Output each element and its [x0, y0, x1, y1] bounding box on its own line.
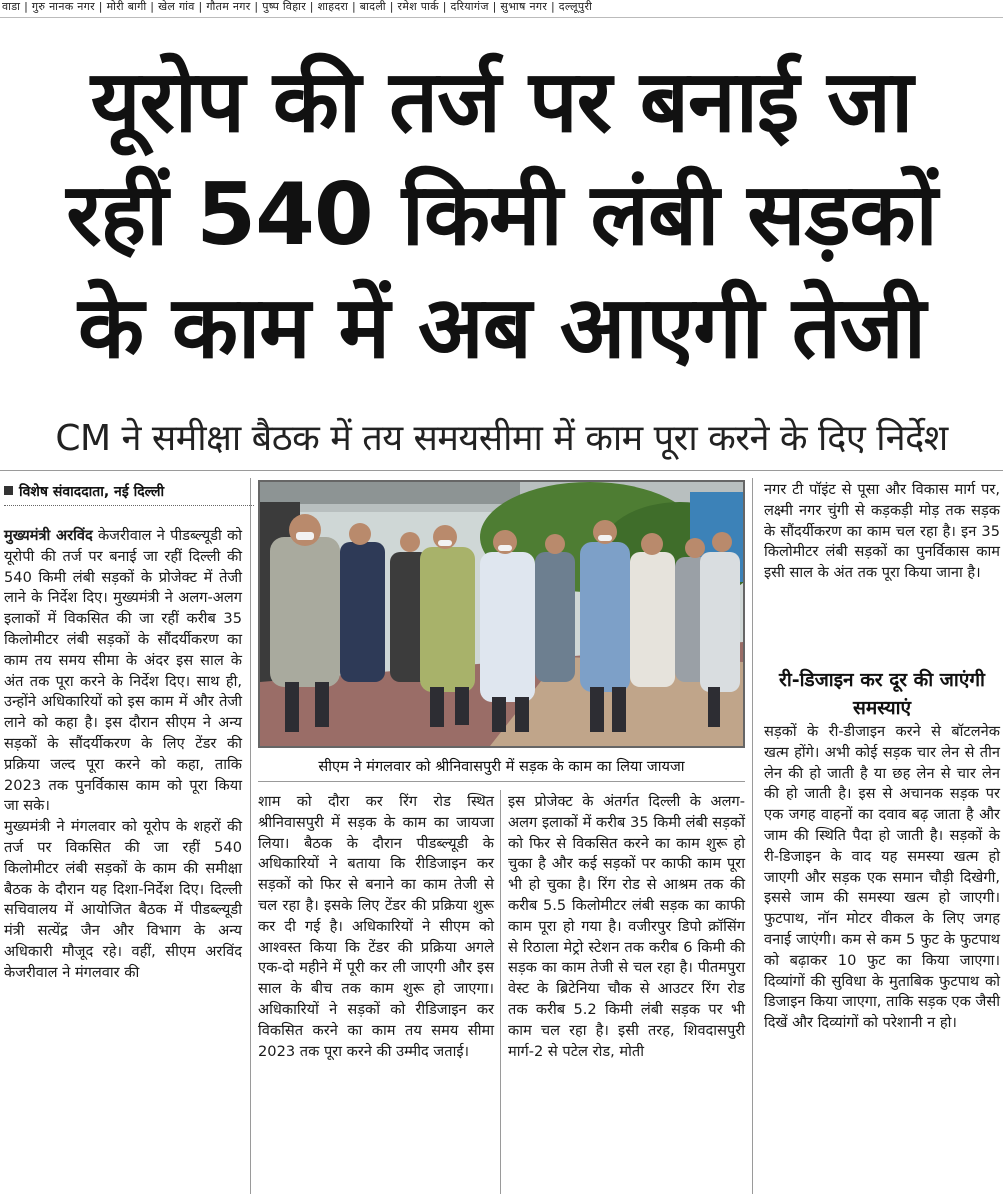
- article-column-4: [764, 480, 1000, 666]
- news-photo: [258, 480, 745, 748]
- column3-text: इस प्रोजेक्ट के अंतर्गत दिल्ली के अलग-अलग इलाकों में करीब 35 किमी लंबी सड़कों को फिर से विकसित करने का काम शुरू हो चुका है और कई सड़कों पर काफी काम पूरा भी हो चुका है। रिंग रोड से आश्रम तक की करीब 5.5 किलोमीटर लंबी सड़क का काफी काम पूरा हो गया है। वजीरपुर डिपो क्रॉसिंग से रिठाला मेट्रो स्टेशन तक करीब 6 किमी की सड़क का काम तेजी से चल रहा है। पीतमपुरा वेस्ट के ब्रिटेनिया चौक से आउटर रिंग रोड तक करीब 5.2 किमी लंबी सड़क पर भी काम चल रहा है। इसी तरह, शिवदासपुरी मार्ग-2 से पटेल रोड, मोती: [508, 793, 745, 1060]
- photo-illustration: [260, 482, 743, 746]
- bullet-square-icon: [4, 486, 13, 495]
- column2-text: शाम को दौरा कर रिंग रोड स्थित श्रीनिवासपुरी में सड़क के काम का जायजा लिया। बैठक के दौरान पीडब्ल्यूडी के अधिकारियों ने बताया कि रीडिजाइन कर सड़कों को फिर से बनाने का काम तेजी से चल रहा है। इसके लिए टेंडर की प्रक्रिया शुरू कर दी गई है। अधिकारियों ने सीएम को आश्वस्त किया कि टेंडर की प्रक्रिया अगले एक-दो महीने में पूरी कर ली जाएगी और इस साल के बीच तक काम शुरू हो जाएगा। अधिकारियों ने सड़कों को रीडिजाइन कर विकसित करने का काम तय समय सीमा 2023 तक पूरा करने की उम्मीद जताई।: [258, 793, 494, 1060]
- headline-line-1: यूरोप की तर्ज पर बनाई जा: [90, 52, 913, 152]
- article-column-2: [258, 792, 494, 1192]
- article-column-1: [4, 526, 242, 1194]
- column-divider-2: [500, 790, 501, 1194]
- section-subhead: री-डिजाइन कर दूर की जाएंगी समस्याएं: [779, 669, 985, 719]
- lead-words: मुख्यमंत्री अरविंद: [4, 527, 93, 544]
- column1-paragraph-2: मुख्यमंत्री ने मंगलवार को यूरोप के शहरों की तर्ज पर विकसित की जा रहीं 540 किलोमीटर लंबी सड़कों के काम की समीक्षा बैठक के दौरान यह दिशा-निर्देश दिए। दिल्ली सचिवालय में आयोजित बैठक में पीडब्ल्यूडी मंत्री सत्येंद्र जैन और विभाग के अन्य अधिकारी मौजूद रहे। वहीं, सीएम अरविंद केजरीवाल ने मंगलवार की: [4, 818, 242, 981]
- headline-line-3: के काम में अब आएगी तेजी: [78, 278, 925, 378]
- column1-paragraph-1: [4, 526, 242, 817]
- subheadline-divider: [0, 470, 1003, 471]
- headline-line-2: रहीं 540 किमी लंबी सड़कों: [66, 165, 937, 265]
- column-divider-1: [250, 478, 251, 1194]
- column4-paragraph-2: सड़कों के री-डीजाइन करने से बॉटलनेक खत्म होंगे। अभी कोई सड़क चार लेन से तीन लेन की हो जाती है या छह लेन से चार लेन की हो जाती है। इस से अचानक सड़क पर एक जगह वाहनों का दवाव बढ़ जाता है और जाम की स्थिति पैदा हो जाती है। सड़कों के री-डिजाइन के वाद यह समस्या खत्म हो जाएगी और सड़क एक समान चौड़ी दिखेगी, इससे जाम की समस्या खत्म हो जाएगी। फुटपाथ, नॉन मोटर वीकल के लिए जगह वनाई जाएंगी। कम से कम 5 फुट के फुटपाथ को बढ़ाकर 10 फुट का किया जाएगा। दिव्यांगों की सुविधा के मुताबिक फुटपाथ को डिजाइन किया जाएगा, ताकि सड़क एक जैसी दिखें और दिव्यांगों को परेशानी न हो।: [764, 723, 1000, 1032]
- subheadline: CM ने समीक्षा बैठक में तय समयसीमा में काम पूरा करने के दिए निर्देश: [55, 418, 948, 459]
- headline: [0, 46, 1003, 385]
- column4-paragraph-1: नगर टी पॉइंट से पूसा और विकास मार्ग पर, लक्ष्मी नगर चुंगी से कड़कड़ी मोड़ तक सड़क के सौंदर्यीकरण का काम चल रहा है। इन 35 किलोमीटर लंबी सड़कों का पुनर्विकास काम इसी साल के अंत तक पूरा किया जाना है।: [764, 481, 1000, 582]
- photo-caption: सीएम ने मंगलवार को श्रीनिवासपुरी में सड़क के काम का लिया जायजा: [258, 752, 745, 782]
- byline-text: विशेष संवाददाता, नई दिल्ली: [19, 484, 165, 500]
- article-column-3: [508, 792, 745, 1192]
- column-divider-3: [752, 478, 753, 1194]
- byline: [4, 482, 254, 506]
- section-header-strip: वाडा | गुरु नानक नगर | मोरी बागी | खेल गांव | गौतम नगर | पुष्प विहार | शाहदरा | बादली | रमेश पार्क | दरियागंज | सुभाष नगर | दल्लूपुरी: [0, 0, 1003, 18]
- column1-para1-text: केजरीवाल ने पीडब्ल्यूडी को यूरोपी की तर्ज पर बनाई जा रहीं दिल्ली की 540 किमी लंबी सड़कों के प्रोजेक्ट में तेजी लाने के निर्देश दिए। मुख्यमंत्री ने अलग-अलग इलाकों में विकसित की जा रहीं करीब 35 किलोमीटर लंबी सड़कों के सौंदर्यीकरण का काम तय समय सीमा के अंदर इस साल के अंत तक पूरा करने के निर्देश दिए। साथ ही, उन्होंने अधिकारियों को इस काम में और तेजी लाने को कहा है। इस दौरान सीएम ने अन्य सड़कों के सौंदर्यीकरण के लिए टेंडर की प्रक्रिया जल्द पूरा करने को कहा, ताकि 2023 तक पुनर्विकास काम को पूरा किया जा सके।: [4, 527, 242, 815]
- article-column-4-continued: [764, 722, 1000, 1194]
